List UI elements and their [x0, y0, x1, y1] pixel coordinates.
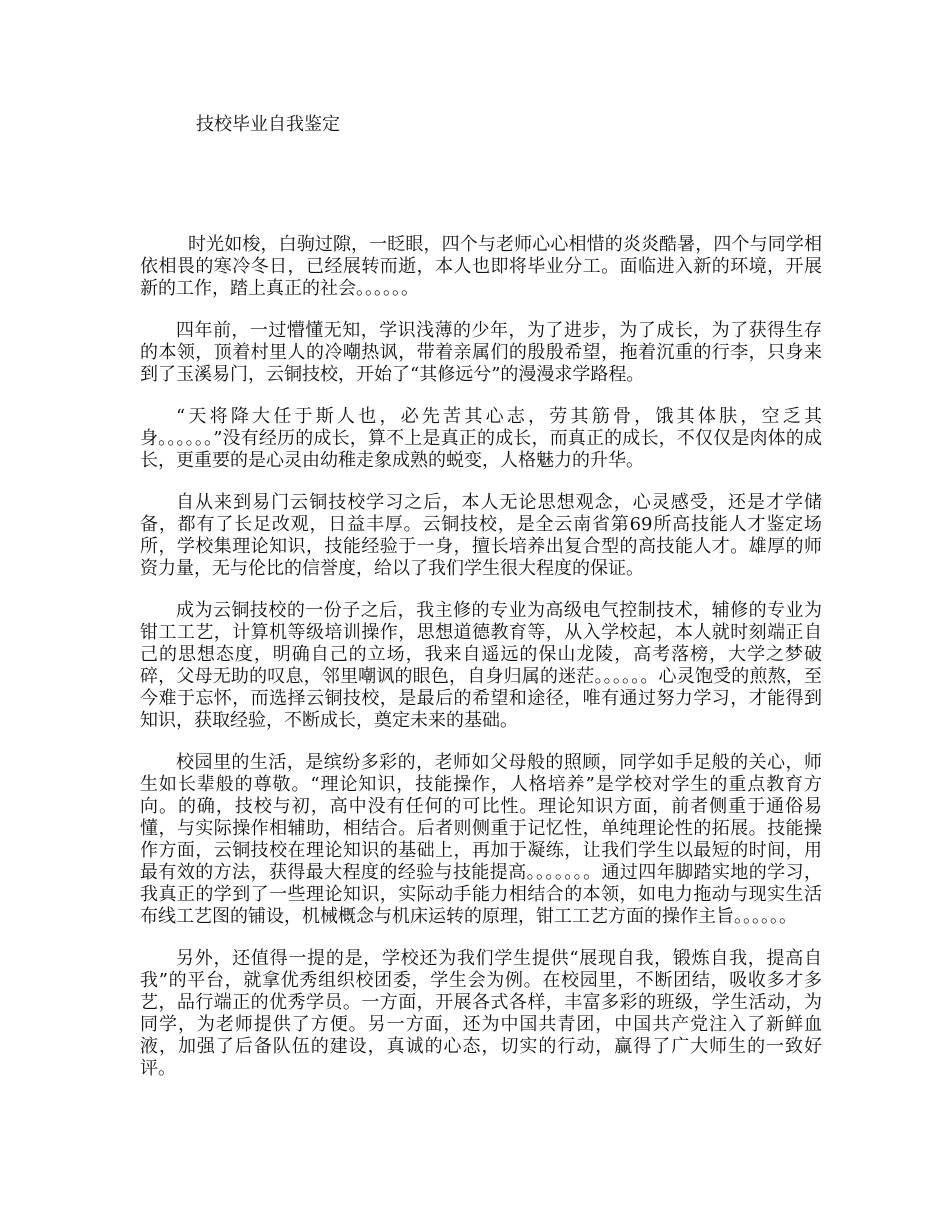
document-body [140, 234, 822, 1100]
paragraph-2: 四年前，一过懵懂无知，学识浅薄的少年，为了进步，为了成长，为了获得生存的本领，顶着村里人的冷嘲热讽，带着亲属们的殷殷希望，拖着沉重的行李，只身来到了玉溪易门，云铜技校，开始了“其修远兮”的漫漫求学路程。 [140, 320, 822, 385]
document-title: 技校毕业自我鉴定 [196, 114, 340, 135]
paragraph-5: 成为云铜技校的一份子之后，我主修的专业为高级电气控制技术，辅修的专业为钳工工艺，计算机等级培训操作，思想道德教育等，从入学校起，本人就时刻端正自己的思想态度，明确自己的立场，我来自遥远的保山龙陵，高考落榜，大学之梦破碎，父母无助的叹息，邻里嘲讽的眼色，自身归属的迷茫。。。。。。心灵饱受的煎熬，至今难于忘怀，而选择云铜技校，是最后的希望和途径，唯有通过努力学习，才能得到知识，获取经验，不断成长，奠定未来的基础。 [140, 600, 822, 731]
paragraph-1: 时光如梭，白驹过隙，一眨眼，四个与老师心心相惜的炎炎酷暑，四个与同学相依相畏的寒冷冬日，已经展转而逝，本人也即将毕业分工。面临进入新的环境，开展新的工作，踏上真正的社会。。。。。。 [140, 234, 822, 299]
paragraph-4: 自从来到易门云铜技校学习之后，本人无论思想观念，心灵感受，还是才学储备，都有了长足改观，日益丰厚。云铜技校，是全云南省第69所高技能人才鉴定场所，学校集理论知识，技能经验于一身，擅长培养出复合型的高技能人才。雄厚的师资力量，无与伦比的信誉度，给以了我们学生很大程度的保证。 [140, 492, 822, 579]
paragraph-3: “天将降大任于斯人也，必先苦其心志，劳其筋骨，饿其体肤，空乏其身。。。。。。”没有经历的成长，算不上是真正的成长，而真正的成长，不仅仅是肉体的成长，更重要的是心灵由幼稚走象成熟的蜕变，人格魅力的升华。 [140, 406, 822, 471]
paragraph-6: 校园里的生活，是缤纷多彩的，老师如父母般的照顾，同学如手足般的关心，师生如长辈般的尊敬。“理论知识，技能操作，人格培养”是学校对学生的重点教育方向。的确，技校与初，高中没有任何的可比性。理论知识方面，前者侧重于通俗易懂，与实际操作相辅助，相结合。后者则侧重于记忆性，单纯理论性的拓展。技能操作方面，云铜技校在理论知识的基础上，再加于凝练，让我们学生以最短的时间，用最有效的方法，获得最大程度的经验与技能提高。。。。。。。通过四年脚踏实地的学习，我真正的学到了一些理论知识，实际动手能力相结合的本领，如电力拖动与现实生活布线工艺图的铺设，机械概念与机床运转的原理，钳工工艺方面的操作主旨。。。。。。 [140, 752, 822, 927]
paragraph-7: 另外，还值得一提的是，学校还为我们学生提供“展现自我，锻炼自我，提高自我”的平台，就拿优秀组织校团委，学生会为例。在校园里，不断团结，吸收多才多艺，品行端正的优秀学员。一方面，开展各式各样，丰富多彩的班级，学生活动，为同学，为老师提供了方便。另一方面，还为中国共青团，中国共产党注入了新鲜血液，加强了后备队伍的建设，真诚的心态，切实的行动，赢得了广大师生的一致好评。 [140, 948, 822, 1079]
